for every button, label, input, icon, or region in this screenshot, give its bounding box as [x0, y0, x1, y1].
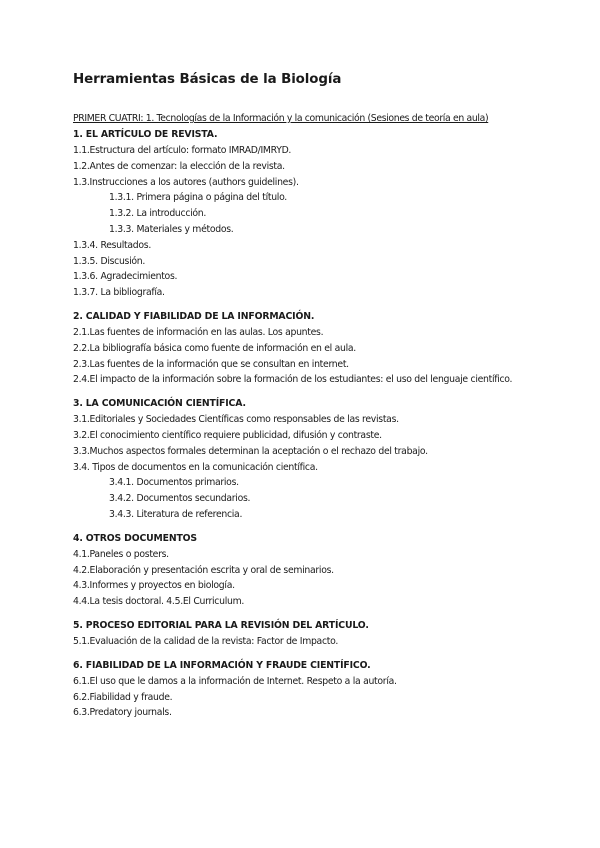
section-3 [73, 396, 550, 523]
list-item: 1.3.5. Discusión. [73, 255, 146, 267]
list-item: 2.4.El impacto de la información sobre la formación de los estudiantes: el uso del lenguaje científico. [73, 374, 513, 386]
list-item: 1.3.6. Agradecimientos. [73, 271, 178, 283]
section-heading: 3. LA COMUNICACIÓN CIENTÍFICA. [73, 398, 246, 410]
list-item: 2.2.La bibliografía básica como fuente de información en el aula. [73, 342, 356, 354]
section-4 [73, 531, 550, 610]
list-item: 1.1.Estructura del artículo: formato IMRAD/IMRYD. [73, 145, 292, 156]
section-heading: 5. PROCESO EDITORIAL PARA LA REVISIÓN DEL ARTÍCULO. [73, 619, 369, 631]
list-item: 3.4.2. Documentos secundarios. [109, 493, 251, 505]
list-item: 1.3.1. Primera página o página del título. [109, 192, 287, 204]
document-title: Herramientas Básicas de la Biología [73, 72, 342, 87]
list-item: 6.3.Predatory journals. [73, 707, 172, 719]
list-item: 5.1.Evaluación de la calidad de la revista: Factor de Impacto. [73, 635, 338, 647]
section-heading: 2. CALIDAD Y FIABILIDAD DE LA INFORMACIÓN. [73, 310, 315, 322]
list-item: 1.2.Antes de comenzar: la elección de la revista. [73, 160, 285, 172]
list-item: 3.3.Muchos aspectos formales determinan la aceptación o el rechazo del trabajo. [73, 445, 428, 457]
section-heading: 1. EL ARTÍCULO DE REVISTA. [73, 129, 218, 140]
list-item: 1.3.3. Materiales y métodos. [109, 223, 234, 235]
list-item: 3.4. Tipos de documentos en la comunicación científica. [73, 461, 318, 473]
section-1 [73, 127, 550, 301]
list-item: 4.2.Elaboración y presentación escrita y oral de seminarios. [73, 564, 334, 576]
list-item: 3.1.Editoriales y Sociedades Científicas como responsables de las revistas. [73, 414, 399, 426]
list-item: 1.3.4. Resultados. [73, 239, 151, 251]
list-item: 6.2.Fiabilidad y fraude. [73, 691, 173, 703]
list-item: 4.4.La tesis doctoral. 4.5.El Curriculum. [73, 596, 245, 608]
list-item: 1.3.7. La bibliografía. [73, 287, 165, 299]
list-item: 4.3.Informes y proyectos en biología. [73, 580, 235, 592]
section-heading: 6. FIABILIDAD DE LA INFORMACIÓN Y FRAUDE CIENTÍFICO. [73, 659, 371, 671]
section-2 [73, 309, 550, 388]
section-heading: 4. OTROS DOCUMENTOS [73, 532, 197, 544]
list-item: 1.3.Instrucciones a los autores (authors guidelines). [73, 176, 299, 188]
list-item: 3.2.El conocimiento científico requiere publicidad, difusión y contraste. [73, 429, 382, 441]
section-5 [73, 618, 550, 650]
list-item: 4.1.Paneles o posters. [73, 548, 169, 560]
list-item: 2.1.Las fuentes de información en las aulas. Los apuntes. [73, 326, 324, 338]
list-item: 3.4.1. Documentos primarios. [109, 477, 239, 489]
list-item: 1.3.2. La introducción. [109, 208, 207, 220]
list-item: 3.4.3. Literatura de referencia. [109, 508, 243, 520]
section-6 [73, 658, 550, 721]
list-item: 6.1.El uso que le damos a la información de Internet. Respeto a la autoría. [73, 675, 397, 687]
list-item: 2.3.Las fuentes de la información que se consultan en internet. [73, 358, 349, 370]
document-subtitle: PRIMER CUATRI: 1. Tecnologías de la Información y la comunicación (Sesiones de teoría en aula) [73, 113, 489, 124]
